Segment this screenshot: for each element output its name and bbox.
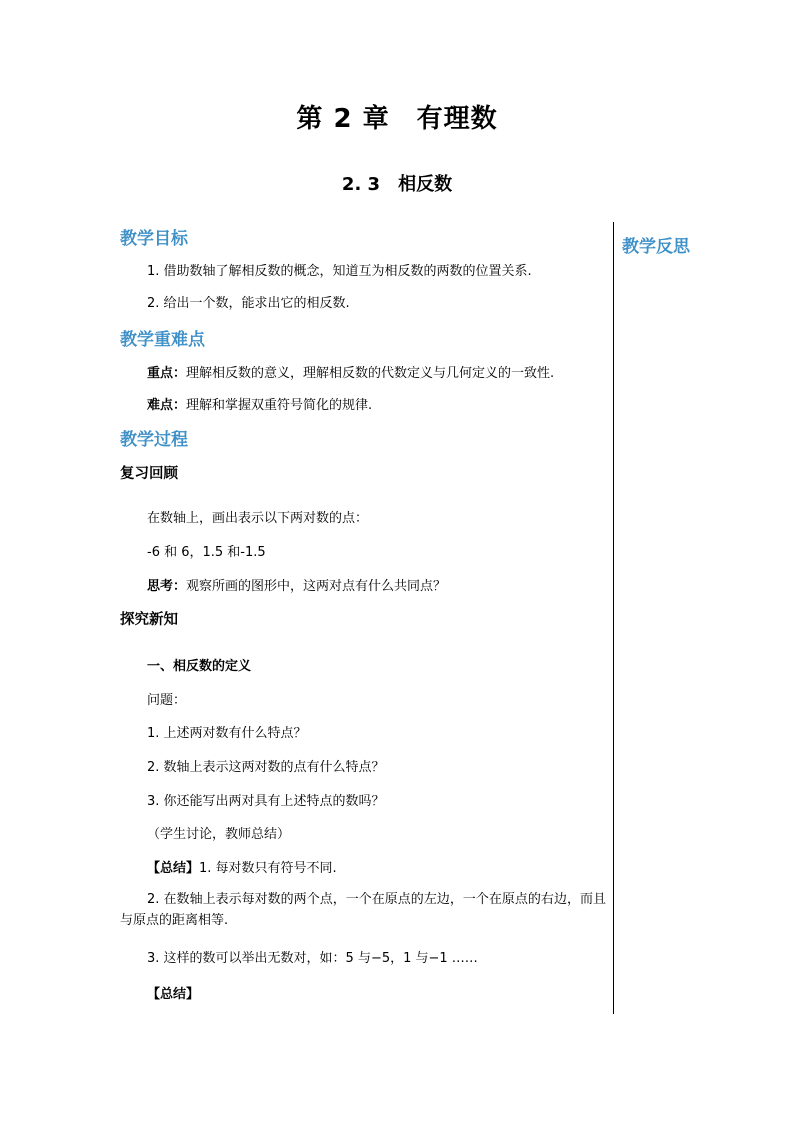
focus-text: 理解相反数的意义，理解相反数的代数定义与几何定义的一致性. [186, 366, 555, 381]
summary-paragraph: 2. 在数轴上表示每对数的两个点，一个在原点的左边，一个在原点的右边，而且与原点的距离相等. [120, 892, 606, 928]
summary-line [147, 857, 337, 876]
difficulty-text: 理解和掌握双重符号简化的规律. [186, 398, 373, 413]
process-heading: 教学过程 [120, 430, 188, 450]
review-line: 在数轴上，画出表示以下两对数的点： [147, 511, 369, 526]
objectives-heading: 教学目标 [120, 229, 188, 249]
focus-label: 重点： [147, 366, 187, 381]
definition-subheading-text: 一、相反数的定义 [147, 659, 252, 674]
explore-heading: 探究新知 [120, 612, 178, 628]
objective-item: 2. 给出一个数，能求出它的相反数. [147, 296, 350, 311]
section-title: 2. 3 相反数 [341, 174, 453, 195]
summary-text: 1. 每对数只有符号不同. [199, 861, 337, 876]
question-label: 问题： [147, 693, 187, 708]
summary-final-label [147, 983, 199, 1002]
definition-subheading [147, 655, 251, 674]
summary-line: 3. 这样的数可以举出无数对，如：5 与−5，1 与−1 …… [147, 951, 478, 966]
question-item: 1. 上述两对数有什么特点？ [147, 726, 307, 741]
focus-line [147, 362, 554, 381]
review-line: -6 和 6，1.5 和-1.5 [147, 545, 266, 560]
summary-label: 【总结】 [147, 861, 200, 876]
review-heading: 复习回顾 [120, 466, 178, 482]
think-label: 思考： [147, 579, 187, 594]
discussion-note: （学生讨论，教师总结） [147, 827, 291, 842]
difficulty-label: 难点： [147, 398, 187, 413]
reflection-heading: 教学反思 [622, 237, 690, 257]
think-line [147, 575, 446, 594]
question-item: 3. 你还能写出两对具有上述特点的数吗？ [147, 794, 385, 809]
question-item: 2. 数轴上表示这两对数的点有什么特点？ [147, 760, 385, 775]
chapter-title: 第 2 章 有理数 [296, 104, 498, 134]
summary-final-text: 【总结】 [147, 987, 200, 1002]
difficulty-line [147, 394, 372, 413]
column-divider [613, 222, 614, 1014]
key-points-heading: 教学重难点 [120, 330, 205, 350]
think-text: 观察所画的图形中，这两对点有什么共同点？ [186, 579, 447, 594]
objective-item: 1. 借助数轴了解相反数的概念，知道互为相反数的两数的位置关系. [147, 264, 532, 279]
